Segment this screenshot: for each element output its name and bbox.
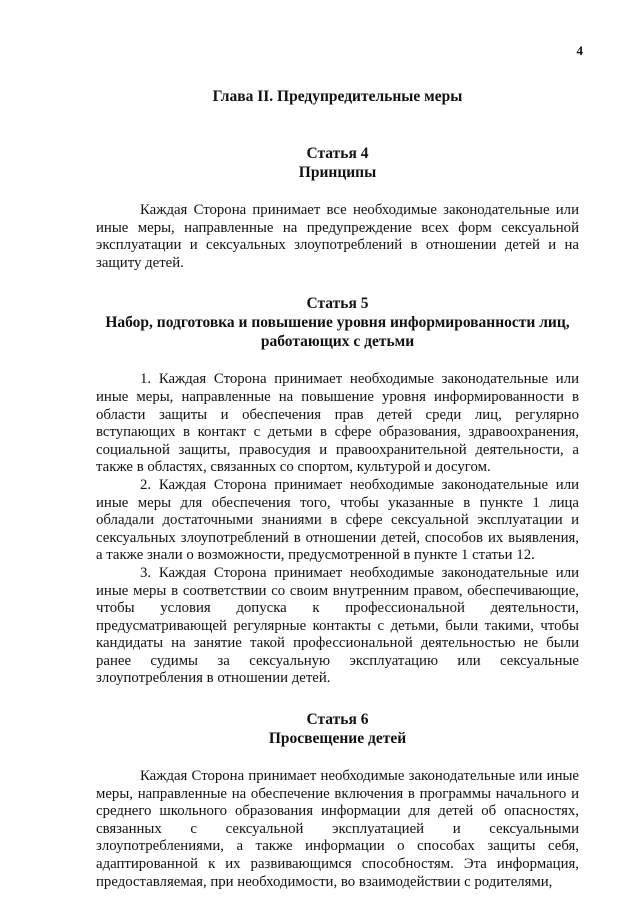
article-heading [96,294,579,351]
article-6 [96,710,579,891]
paragraph: Каждая Сторона принимает необходимые законодательные или иные меры, направленные на обеспечение включения в программы начального и среднего школьного образования информации для детей об опасностях, связанных с сексуальной эксплуатацией и сексуальными злоупотреблениями, а также информации о способах защиты себя, адаптированной к их развивающимся способностям. Эта информация, предоставляемая, при необходимости, во взаимодействии с родителями, [96,768,579,890]
document-body [96,88,579,913]
article-4 [96,144,579,272]
article-heading [96,710,579,748]
article-number: Статья 6 [306,711,369,729]
chapter-title: Глава II. Предупредительные меры [212,88,463,105]
article-5 [96,294,579,688]
paragraph: 2. Каждая Сторона принимает необходимые законодательные или иные меры для обеспечения того, чтобы указанные в пункте 1 лица обладали достаточными знаниями в сфере сексуальной эксплуатации и сексуальных злоупотреблений в отношении детей, способов их выявления, а также знали о возможности, предусмотренной в пункте 1 статьи 12. [96,476,579,564]
article-number: Статья 5 [306,295,369,313]
paragraph: 3. Каждая Сторона принимает необходимые законодательные или иные меры в соответствии со своим внутренним правом, обеспечивающие, чтобы условия допуска к профессиональной деятельности, предусматривающей регулярные контакты с детьми, были такими, чтобы кандидаты на занятие такой профессиональной деятельностью не были ранее судимы за сексуальную эксплуатацию или сексуальные злоупотребления в отношении детей. [96,564,579,687]
article-number: Статья 4 [306,145,369,162]
paragraph: 1. Каждая Сторона принимает необходимые законодательные или иные меры, направленные на повышение уровня информированности в области защиты и обеспечения прав детей среди лиц, регулярно вступающих в контакт с детьми в сфере образования, здравоохранения, социальной защиты, правосудия и правоохранительной деятельности, а также в областях, связанных со спортом, культурой и досугом. [96,371,579,476]
paragraph: Каждая Сторона принимает все необходимые законодательные или иные меры, направленные на предупреждение всех форм сексуальной эксплуатации и сексуальных злоупотреблений в отношении детей и на защиту детей. [96,202,579,271]
page-number: 4 [576,43,583,58]
article-heading [96,144,579,182]
article-title: Набор, подготовка и повышение уровня информированности лиц, работающих с детьми [105,314,570,351]
article-title: Принципы [298,164,377,181]
article-title: Просвещение детей [268,730,407,748]
